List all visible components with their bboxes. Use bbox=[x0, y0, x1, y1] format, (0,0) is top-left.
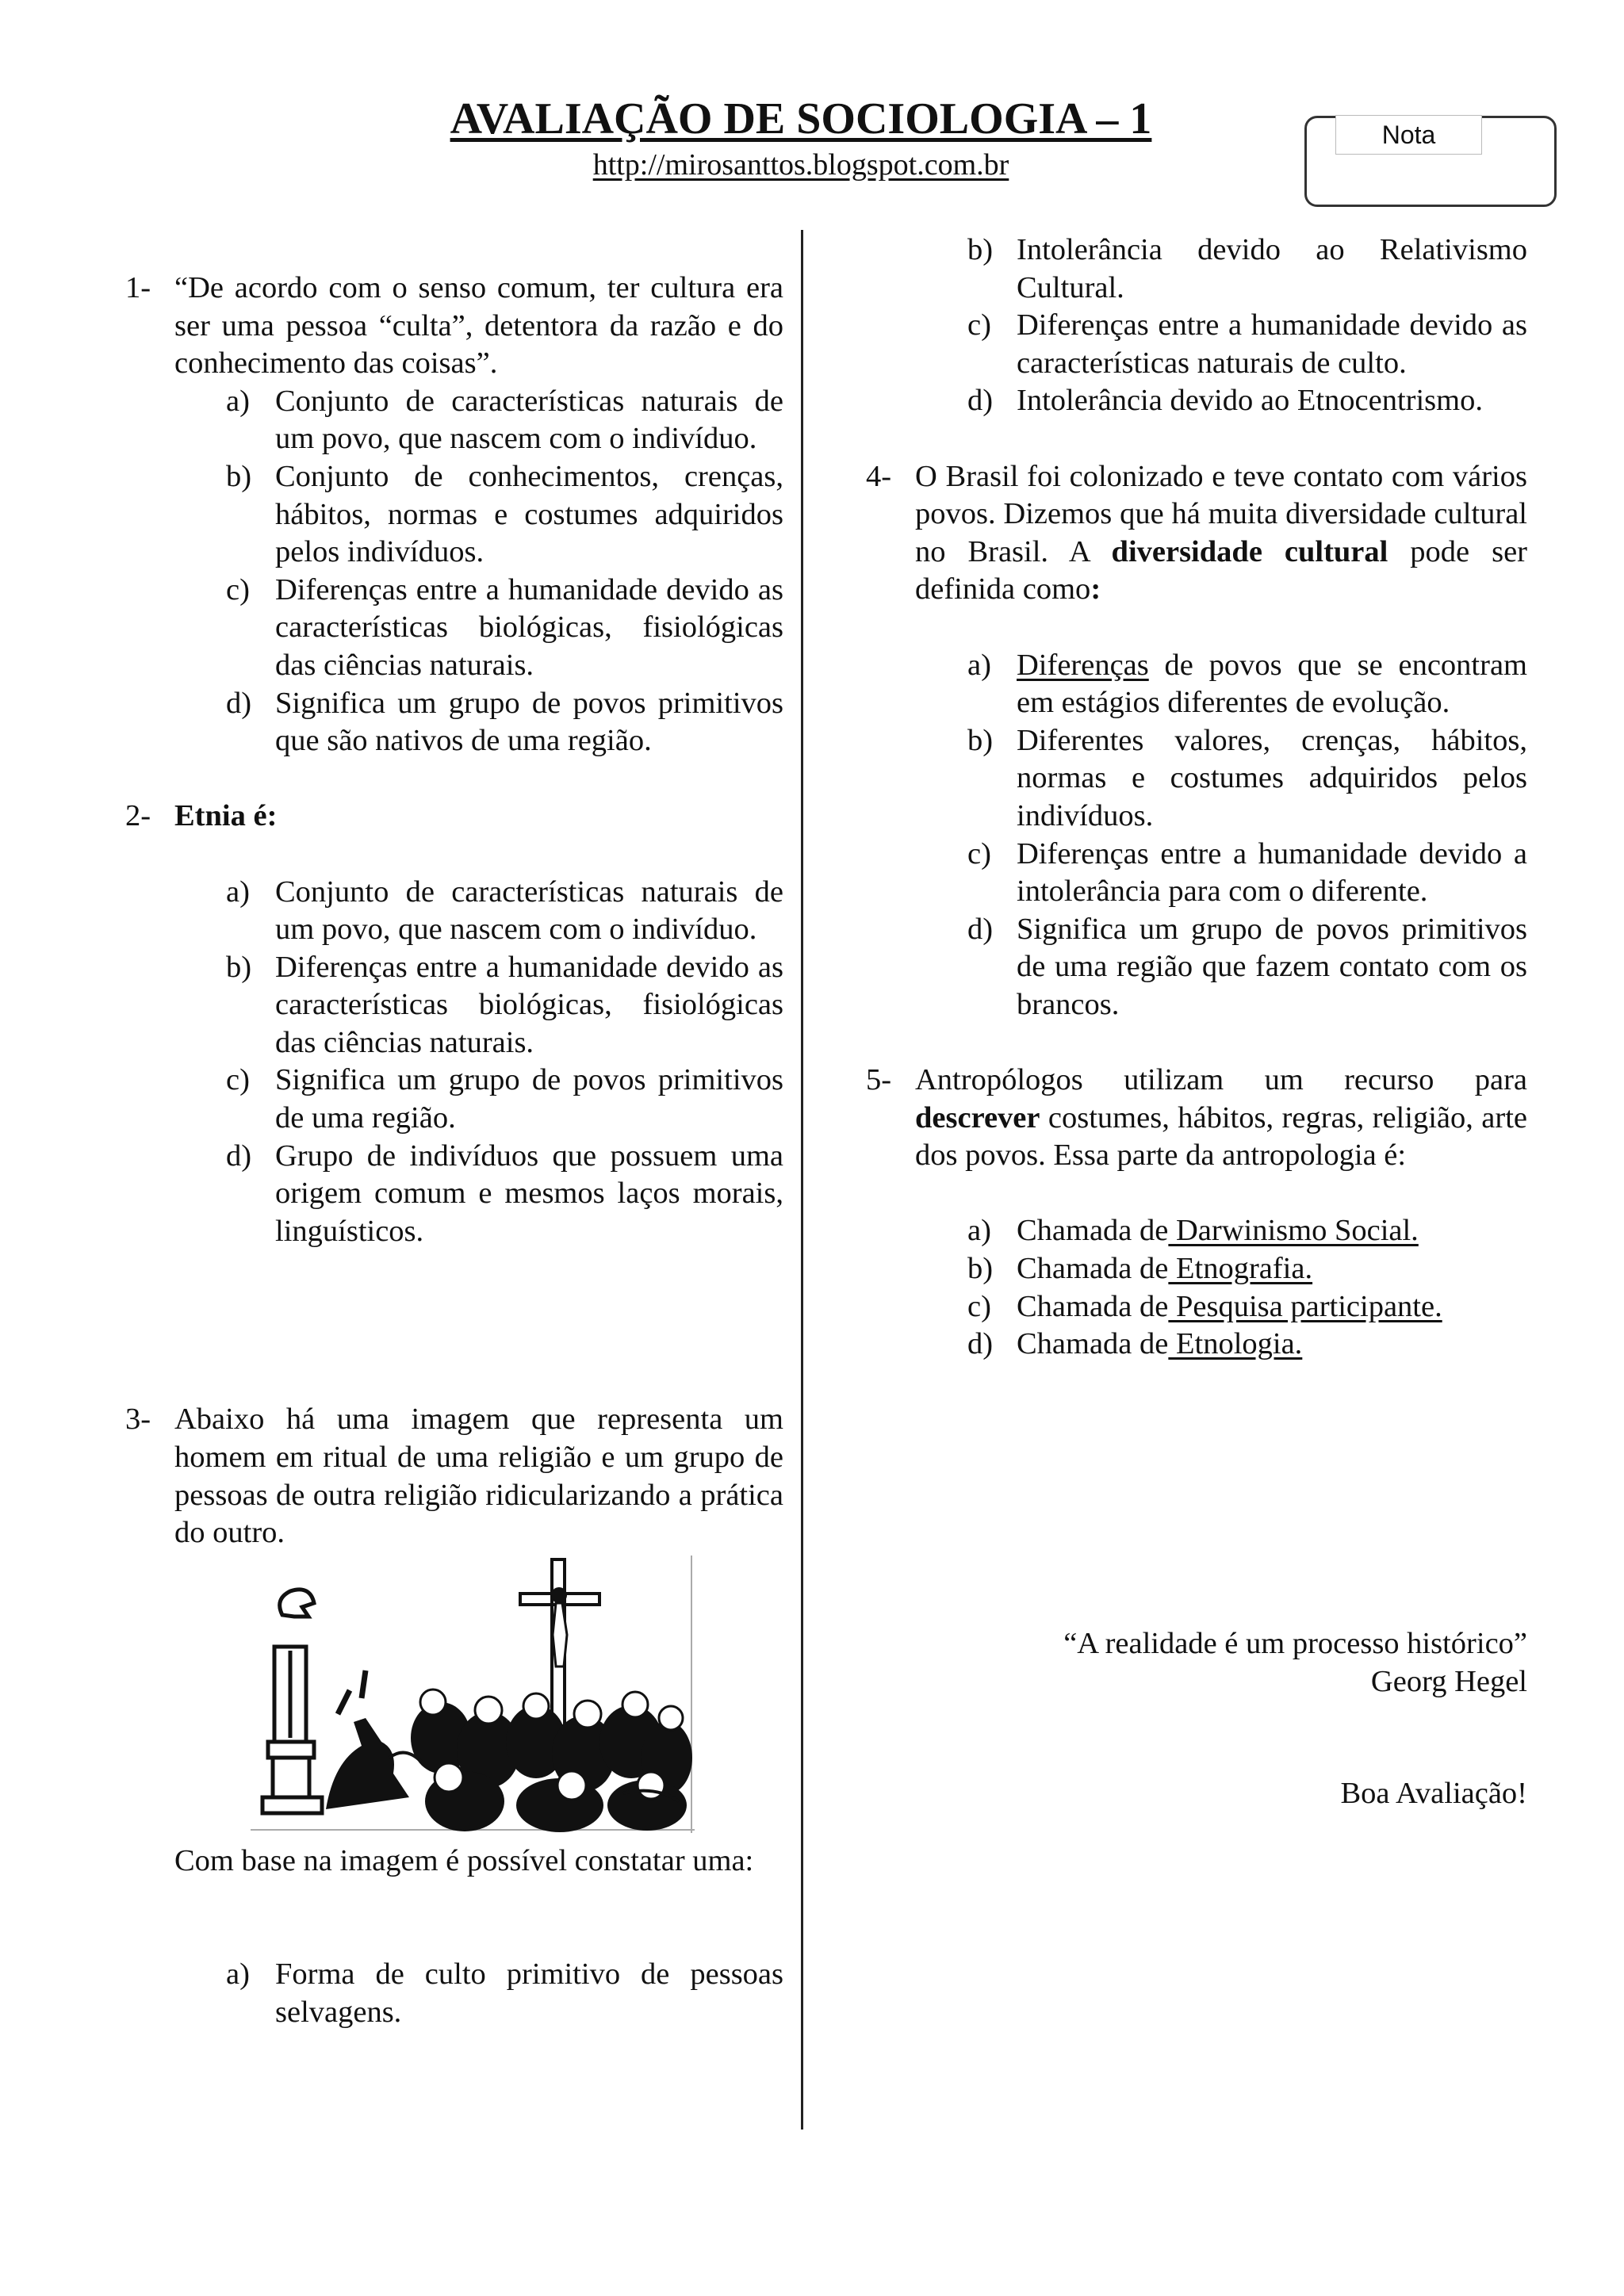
option-letter: a) bbox=[967, 1214, 991, 1248]
question-2 bbox=[125, 798, 783, 836]
option-letter: c) bbox=[967, 1289, 991, 1323]
option-2a[interactable] bbox=[226, 874, 783, 949]
option-letter: a) bbox=[226, 1957, 250, 1991]
option-text: Intolerância devido ao Relativismo Cultural. bbox=[1017, 233, 1527, 304]
quote-text: “A realidade é um processo histórico” bbox=[1063, 1627, 1527, 1660]
quote-block bbox=[866, 1625, 1527, 1701]
question-text: “De acordo com o senso comum, ter cultura era ser uma pessoa “culta”, detentora da razão e do conhecimento das coisas”. bbox=[174, 271, 783, 381]
option-prefix: Chamada de bbox=[1017, 1327, 1169, 1361]
option-text: Diferenças entre a humanidade devido a intolerância para com o diferente. bbox=[1017, 836, 1527, 909]
question-text-bold: descrever bbox=[915, 1100, 1040, 1135]
option-3a[interactable] bbox=[226, 1956, 783, 2031]
option-4a[interactable] bbox=[967, 647, 1527, 722]
option-text: Grupo de indivíduos que possuem uma origem comum e mesmos laços morais, linguísticos. bbox=[275, 1138, 783, 1248]
question-4 bbox=[866, 458, 1527, 609]
option-text bbox=[1017, 1250, 1527, 1288]
question-number: 3- bbox=[125, 1402, 151, 1437]
option-3c[interactable] bbox=[967, 307, 1527, 382]
question-5 bbox=[866, 1062, 1527, 1175]
option-text: Diferenças entre a humanidade devido as características naturais de culto. bbox=[1017, 308, 1527, 380]
question-3 bbox=[125, 1401, 783, 1552]
option-answer: Pesquisa participante. bbox=[1168, 1289, 1442, 1323]
option-text bbox=[1017, 1212, 1527, 1250]
option-letter: d) bbox=[226, 1138, 252, 1173]
option-letter: c) bbox=[967, 308, 991, 342]
question-text-part2: costumes, hábitos, regras, religião, arte dos povos. Essa parte da antropologia é: bbox=[915, 1100, 1527, 1173]
option-letter: b) bbox=[226, 950, 252, 984]
column-divider bbox=[801, 230, 803, 2130]
option-letter: b) bbox=[226, 459, 252, 493]
option-letter: d) bbox=[226, 686, 252, 720]
option-answer: Darwinismo Social. bbox=[1168, 1214, 1419, 1248]
question-text: Abaixo há uma imagem que representa um homem em ritual de uma religião e um grupo de pessoas de outra religião ridicularizando a prática do outro. bbox=[174, 1402, 783, 1550]
option-text bbox=[1017, 1326, 1527, 1364]
question-text-colon: : bbox=[1090, 572, 1101, 607]
option-5c[interactable] bbox=[967, 1288, 1527, 1326]
option-letter: a) bbox=[226, 384, 250, 418]
option-1d[interactable] bbox=[226, 685, 783, 760]
question-text-bold: diversidade cultural bbox=[1111, 534, 1388, 568]
question-text-part2: pode ser definida como bbox=[915, 534, 1527, 607]
blog-url[interactable]: http://mirosanttos.blogspot.com.br bbox=[592, 148, 1009, 182]
question-number: 4- bbox=[866, 459, 892, 493]
option-letter: d) bbox=[967, 384, 994, 418]
option-letter: b) bbox=[967, 1252, 994, 1286]
option-letter: a) bbox=[967, 648, 991, 682]
question-3-prompt: Com base na imagem é possível constatar uma: bbox=[174, 1844, 754, 1878]
grade-label: Nota bbox=[1335, 115, 1482, 155]
option-4b[interactable] bbox=[967, 722, 1527, 836]
option-letter: b) bbox=[967, 723, 994, 757]
option-1c[interactable] bbox=[226, 572, 783, 685]
option-text: Conjunto de características naturais de um povo, que nascem com o indivíduo. bbox=[275, 384, 783, 456]
page-title: AVALIAÇÃO DE SOCIOLOGIA – 1 bbox=[450, 94, 1152, 144]
option-text: Significa um grupo de povos primitivos de uma região que fazem contato com os brancos. bbox=[1017, 912, 1527, 1021]
option-2c[interactable] bbox=[226, 1062, 783, 1137]
option-letter: d) bbox=[967, 912, 994, 946]
question-text: Etnia é: bbox=[174, 799, 278, 833]
option-5a[interactable] bbox=[967, 1212, 1527, 1250]
option-text: Conjunto de características naturais de um povo, que nascem com o indivíduo. bbox=[275, 874, 783, 947]
option-text: Significa um grupo de povos primitivos de uma região. bbox=[275, 1063, 783, 1135]
option-1a[interactable] bbox=[226, 383, 783, 458]
option-5b[interactable] bbox=[967, 1250, 1527, 1288]
closing-message: Boa Avaliação! bbox=[1340, 1777, 1527, 1810]
option-answer: Etnologia. bbox=[1168, 1327, 1303, 1361]
question-text-part1: Antropólogos utilizam um recurso para bbox=[915, 1063, 1527, 1097]
question-text-part1: O Brasil foi colonizado e teve contato com vários povos. Dizemos que há muita diversidade cultural no Brasil. A bbox=[915, 459, 1527, 568]
option-answer: Etnografia. bbox=[1168, 1252, 1313, 1286]
option-text bbox=[1017, 647, 1527, 722]
option-prefix: Chamada de bbox=[1017, 1289, 1169, 1323]
option-4c[interactable] bbox=[967, 836, 1527, 911]
question-text bbox=[915, 1062, 1527, 1175]
option-text: Forma de culto primitivo de pessoas selvagens. bbox=[275, 1957, 783, 2029]
option-3b[interactable] bbox=[967, 232, 1527, 307]
option-text bbox=[1017, 1288, 1527, 1326]
question-number: 5- bbox=[866, 1063, 892, 1097]
option-letter: c) bbox=[967, 836, 991, 871]
question-number: 1- bbox=[125, 271, 151, 304]
option-text: Conjunto de conhecimentos, crenças, hábitos, normas e costumes adquiridos pelos indivíduos. bbox=[275, 459, 783, 569]
option-2b[interactable] bbox=[226, 949, 783, 1062]
right-column bbox=[866, 232, 1527, 1364]
option-letter: c) bbox=[226, 1063, 250, 1097]
option-text: Diferenças entre a humanidade devido as características biológicas, fisiológicas das ciências naturais. bbox=[275, 572, 783, 682]
ritual-cartoon-illustration bbox=[251, 1556, 695, 1833]
option-3d[interactable] bbox=[967, 382, 1527, 420]
option-letter: b) bbox=[967, 233, 994, 266]
question-1 bbox=[125, 270, 783, 383]
option-text: Diferenças entre a humanidade devido as características biológicas, fisiológicas das ciências naturais. bbox=[275, 950, 783, 1059]
option-4d[interactable] bbox=[967, 911, 1527, 1024]
question-text bbox=[915, 458, 1527, 609]
quote-author: Georg Hegel bbox=[1370, 1664, 1527, 1698]
option-letter: d) bbox=[967, 1327, 994, 1361]
option-1b[interactable] bbox=[226, 458, 783, 572]
option-text: Significa um grupo de povos primitivos que são nativos de uma região. bbox=[275, 686, 783, 758]
option-text: Diferentes valores, crenças, hábitos, normas e costumes adquiridos pelos indivíduos. bbox=[1017, 723, 1527, 832]
option-letter: a) bbox=[226, 874, 250, 909]
option-5d[interactable] bbox=[967, 1326, 1527, 1364]
grade-box bbox=[1304, 116, 1557, 207]
option-prefix: Chamada de bbox=[1017, 1214, 1169, 1248]
option-rest: de povos que se encontram em estágios diferentes de evolução. bbox=[1017, 648, 1527, 720]
option-2d[interactable] bbox=[226, 1138, 783, 1251]
option-prefix: Chamada de bbox=[1017, 1252, 1169, 1286]
option-text: Intolerância devido ao Etnocentrismo. bbox=[1017, 384, 1483, 418]
question-number: 2- bbox=[125, 799, 151, 833]
option-letter: c) bbox=[226, 572, 250, 607]
left-column bbox=[125, 270, 783, 2031]
option-underlined-word: Diferenças bbox=[1017, 648, 1149, 682]
